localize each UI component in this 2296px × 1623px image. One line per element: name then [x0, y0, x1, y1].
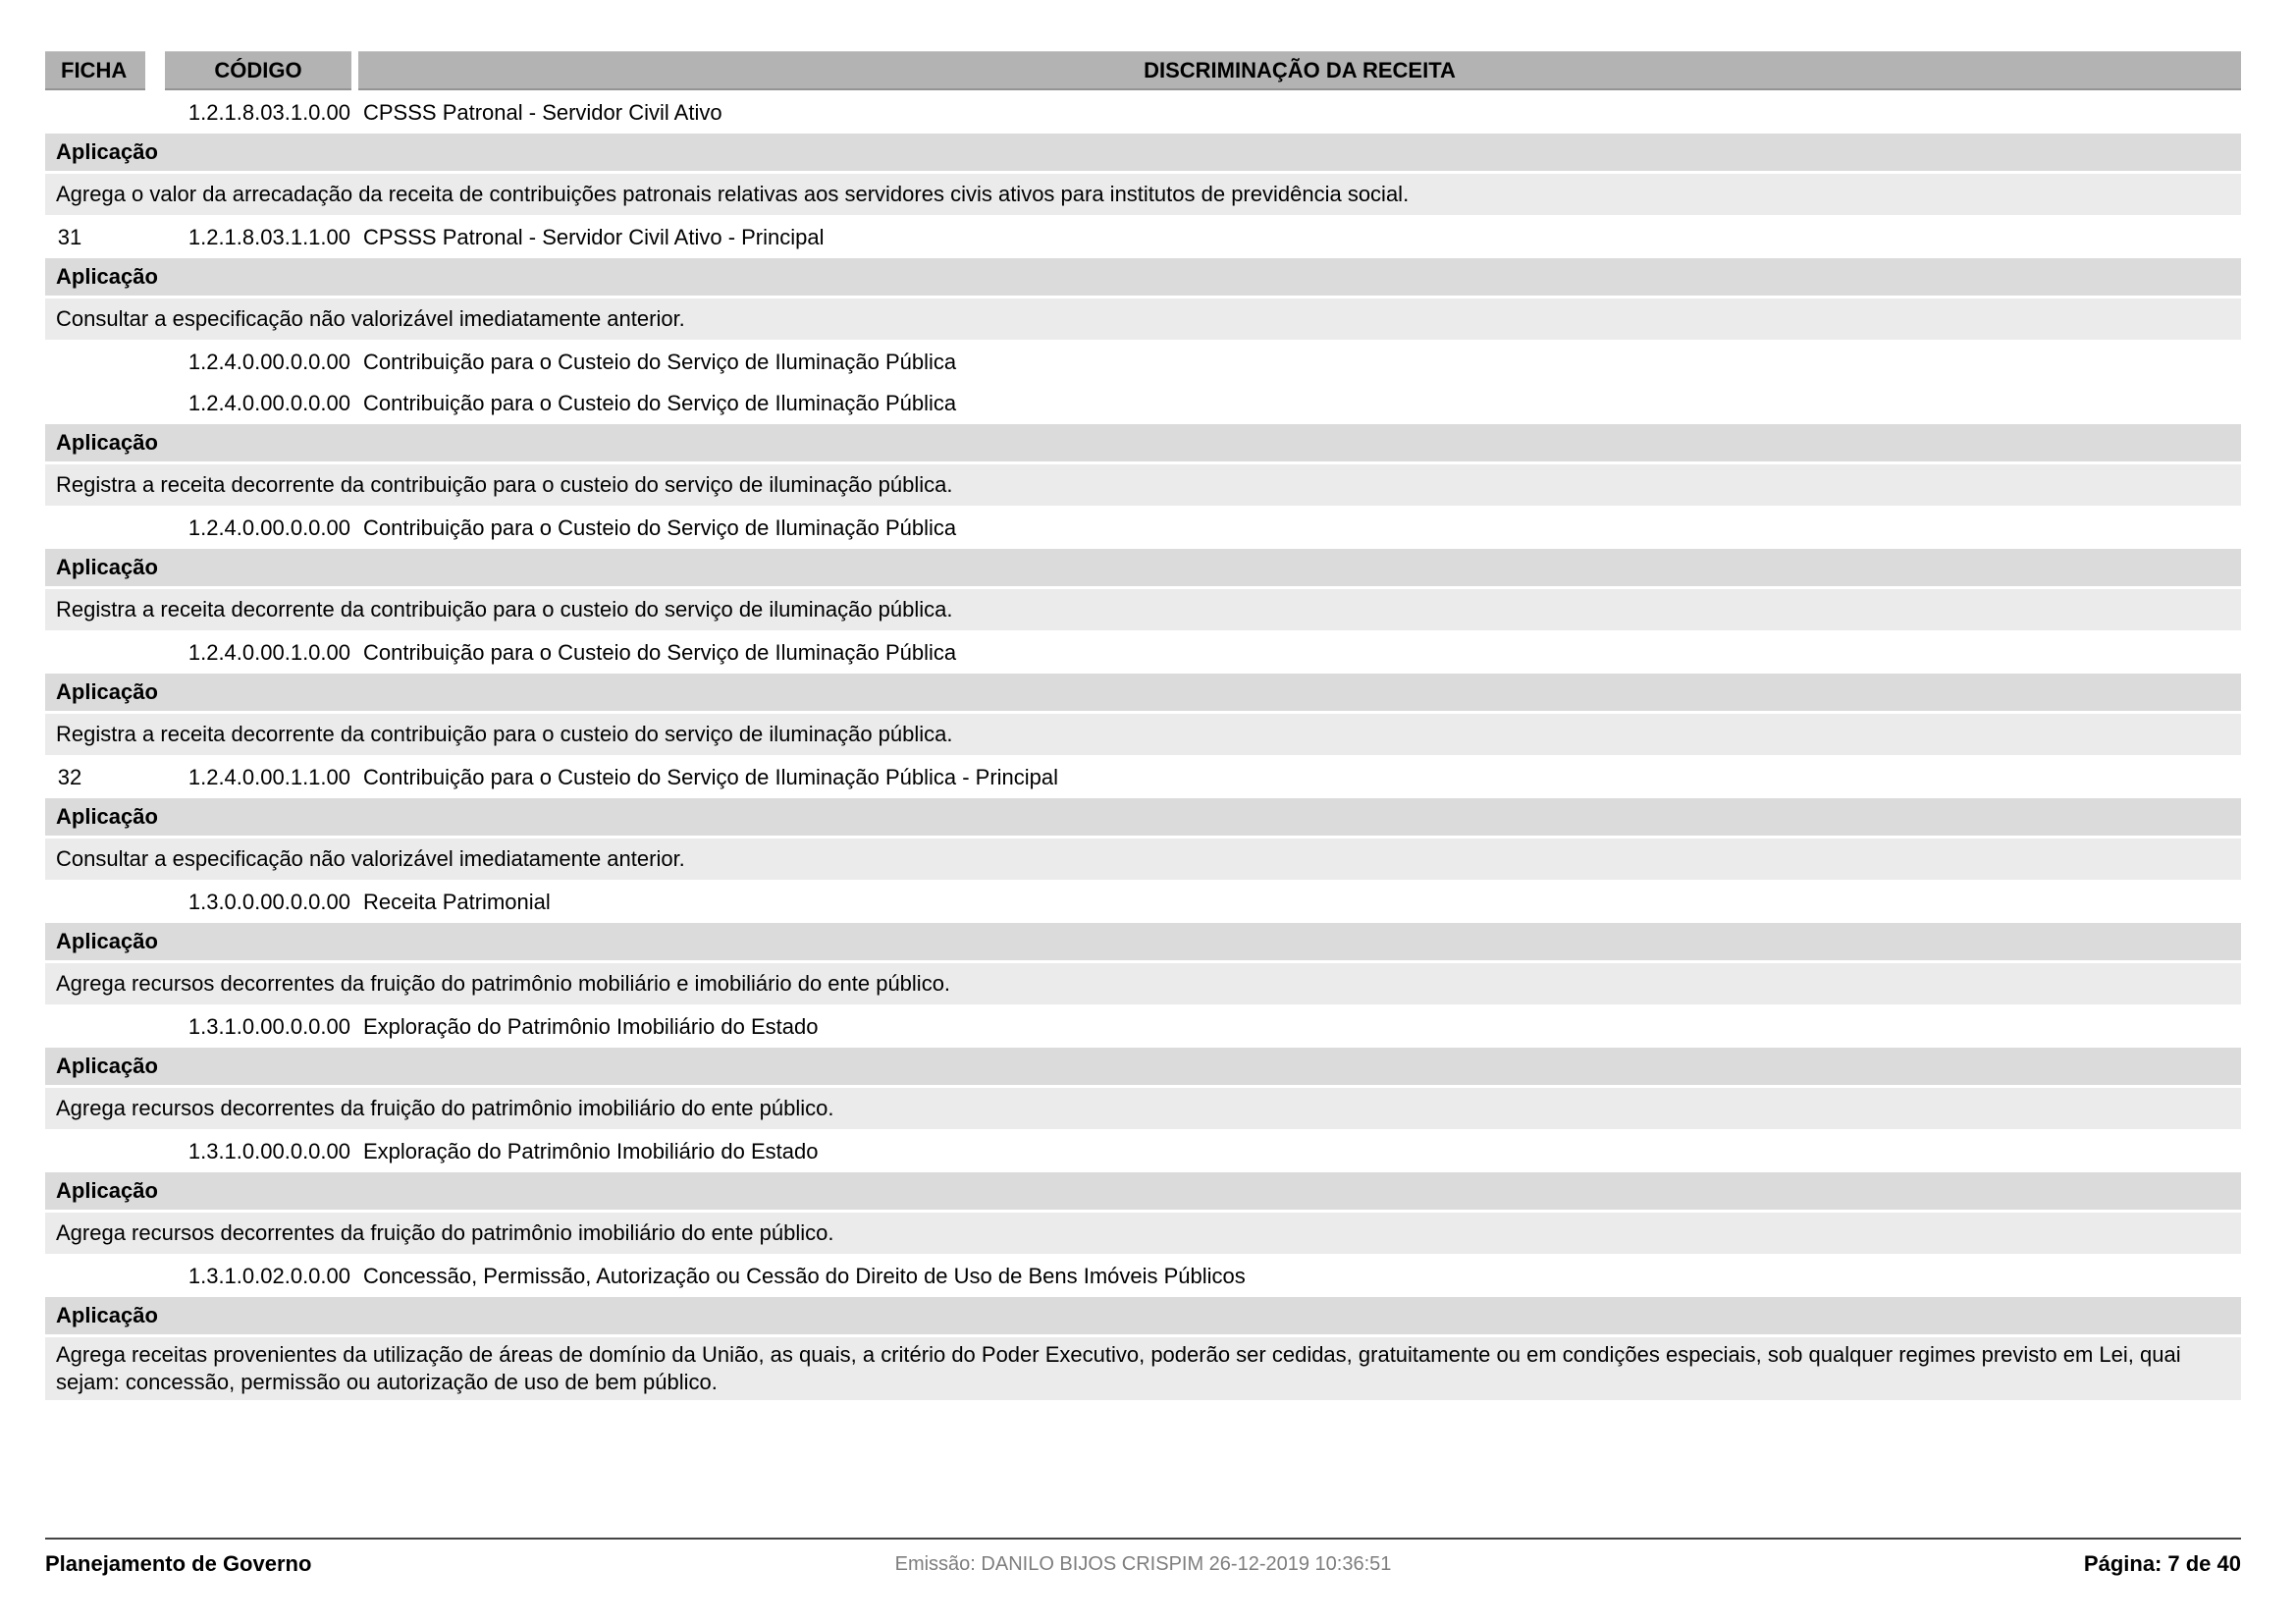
- aplicacao-label-band: Aplicação: [45, 424, 2241, 461]
- aplicacao-description-text: Consultar a especificação não valorizável imediatamente anterior.: [56, 846, 685, 871]
- page-number: 7 de 40: [2167, 1551, 2241, 1576]
- aplicacao-description: [45, 464, 2241, 506]
- receita-title: Contribuição para o Custeio do Serviço de Iluminação Pública: [363, 391, 957, 415]
- codigo-value: 1.3.1.0.00.0.0.00: [187, 1139, 350, 1163]
- report-title: Planejamento de Governo: [45, 1551, 312, 1576]
- aplicacao-description: [45, 298, 2241, 340]
- receita-title: CPSSS Patronal - Servidor Civil Ativo: [363, 100, 722, 125]
- table-row: [45, 757, 2241, 798]
- receita-title: Exploração do Patrimônio Imobiliário do Estado: [363, 1139, 819, 1163]
- page-label: Página:: [2083, 1551, 2163, 1576]
- codigo-value: 1.3.0.0.00.0.0.00: [187, 890, 350, 914]
- aplicacao-label-band: Aplicação: [45, 134, 2241, 171]
- receita-title: Receita Patrimonial: [363, 890, 551, 914]
- table-row: [45, 508, 2241, 549]
- page-indicator: [2084, 1551, 2241, 1577]
- table-row: [45, 1131, 2241, 1172]
- aplicacao-description-text: Consultar a especificação não valorizável imediatamente anterior.: [56, 306, 685, 331]
- aplicacao-label-band: Aplicação: [45, 798, 2241, 836]
- codigo-value: 1.2.4.0.00.1.1.00: [187, 765, 350, 789]
- aplicacao-label-band: Aplicação: [45, 923, 2241, 960]
- codigo-value: 1.2.4.0.00.0.0.00: [187, 515, 350, 540]
- aplicacao-description: [45, 963, 2241, 1004]
- aplicacao-description-text: Agrega recursos decorrentes da fruição do patrimônio mobiliário e imobiliário do ente público.: [56, 971, 951, 996]
- page-footer: [45, 1538, 2241, 1577]
- aplicacao-description: [45, 1337, 2241, 1400]
- aplicacao-description: [45, 839, 2241, 880]
- aplicacao-label-band: Aplicação: [45, 674, 2241, 711]
- receita-title: Contribuição para o Custeio do Serviço de Iluminação Pública: [363, 350, 957, 374]
- table-row: [45, 1006, 2241, 1048]
- table-row: [45, 92, 2241, 134]
- aplicacao-description: [45, 714, 2241, 755]
- aplicacao-label-band: Aplicação: [45, 1048, 2241, 1085]
- header-codigo: CÓDIGO: [165, 51, 351, 90]
- ficha-value: 31: [57, 225, 82, 249]
- aplicacao-description-text: Agrega recursos decorrentes da fruição do patrimônio imobiliário do ente público.: [56, 1220, 834, 1245]
- receita-title: Contribuição para o Custeio do Serviço de Iluminação Pública - Principal: [363, 765, 1059, 789]
- receita-title: Concessão, Permissão, Autorização ou Cessão do Direito de Uso de Bens Imóveis Públicos: [363, 1264, 1246, 1288]
- codigo-value: 1.2.1.8.03.1.1.00: [187, 225, 350, 249]
- header-ficha: FICHA: [45, 51, 145, 90]
- table-header-row: [45, 51, 2241, 90]
- aplicacao-label-band: Aplicação: [45, 1297, 2241, 1334]
- aplicacao-description-text: Registra a receita decorrente da contribuição para o custeio do serviço de iluminação pública.: [56, 472, 953, 497]
- codigo-value: 1.2.4.0.00.0.0.00: [187, 350, 350, 374]
- table-row: [45, 1256, 2241, 1297]
- codigo-value: 1.3.1.0.00.0.0.00: [187, 1014, 350, 1039]
- table-row: [45, 383, 2241, 424]
- revenue-table: [45, 51, 2241, 1402]
- aplicacao-description-text: Agrega recursos decorrentes da fruição do patrimônio imobiliário do ente público.: [56, 1096, 834, 1120]
- aplicacao-description: [45, 174, 2241, 215]
- aplicacao-description: [45, 1213, 2241, 1254]
- aplicacao-label-band: Aplicação: [45, 258, 2241, 296]
- table-row: [45, 217, 2241, 258]
- aplicacao-label-band: Aplicação: [45, 1172, 2241, 1210]
- aplicacao-description: [45, 589, 2241, 630]
- footer-row: [45, 1540, 2241, 1577]
- aplicacao-description-text: Registra a receita decorrente da contribuição para o custeio do serviço de iluminação pública.: [56, 722, 953, 746]
- aplicacao-description: [45, 1088, 2241, 1129]
- receita-title: CPSSS Patronal - Servidor Civil Ativo - Principal: [363, 225, 825, 249]
- aplicacao-description-text: Registra a receita decorrente da contribuição para o custeio do serviço de iluminação pública.: [56, 597, 953, 622]
- ficha-value: 32: [57, 765, 82, 789]
- codigo-value: 1.2.1.8.03.1.0.00: [187, 100, 350, 125]
- table-row: [45, 632, 2241, 674]
- receita-title: Contribuição para o Custeio do Serviço de Iluminação Pública: [363, 640, 957, 665]
- table-row: [45, 342, 2241, 383]
- emission-info: Emissão: DANILO BIJOS CRISPIM 26-12-2019 10:36:51: [894, 1553, 1392, 1575]
- codigo-value: 1.2.4.0.00.0.0.00: [187, 391, 350, 415]
- aplicacao-description-text: Agrega o valor da arrecadação da receita de contribuições patronais relativas aos servidores civis ativos para institutos de previdência social.: [56, 182, 1410, 206]
- codigo-value: 1.2.4.0.00.1.0.00: [187, 640, 350, 665]
- receita-title: Exploração do Patrimônio Imobiliário do Estado: [363, 1014, 819, 1039]
- header-discriminacao: DISCRIMINAÇÃO DA RECEITA: [358, 51, 2241, 90]
- codigo-value: 1.3.1.0.02.0.0.00: [187, 1264, 350, 1288]
- table-row: [45, 882, 2241, 923]
- receita-title: Contribuição para o Custeio do Serviço de Iluminação Pública: [363, 515, 957, 540]
- aplicacao-description-text: Agrega receitas provenientes da utilização de áreas de domínio da União, as quais, a critério do Poder Executivo, poderão ser cedidas, gratuitamente ou em condições especiais, sob qualquer regimes previsto em Lei, quai sejam: concessão, permissão ou autorização de uso de bem público.: [56, 1342, 2181, 1394]
- aplicacao-label-band: Aplicação: [45, 549, 2241, 586]
